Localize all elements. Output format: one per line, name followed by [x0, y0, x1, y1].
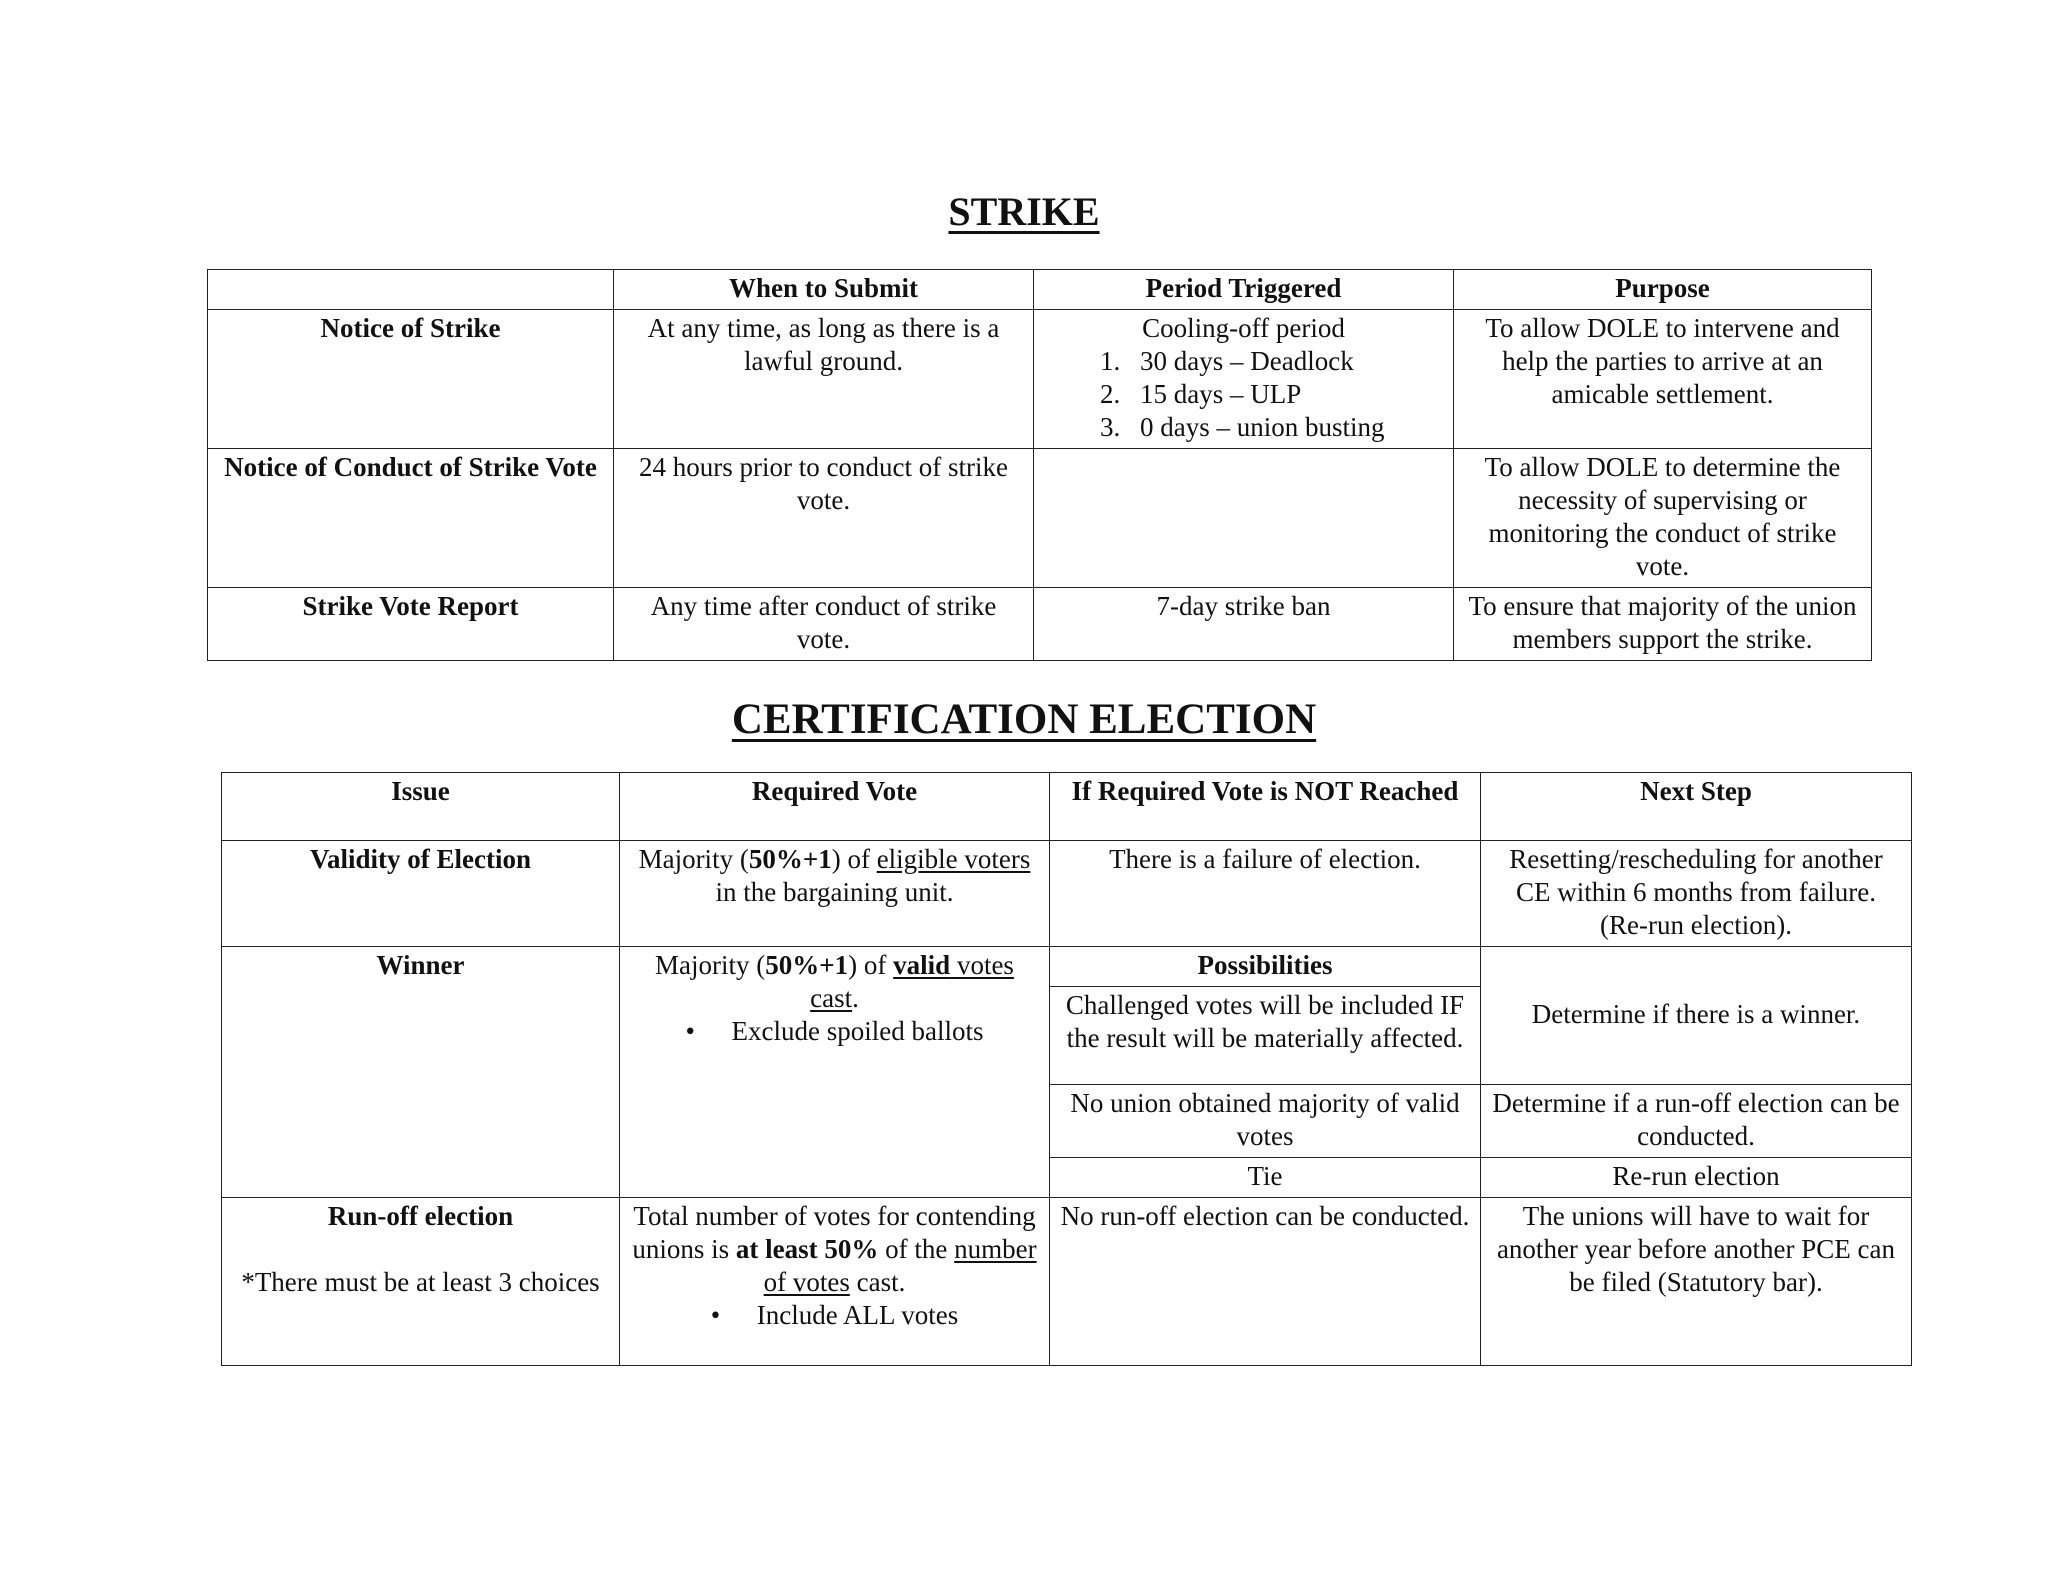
row-label: Winner	[222, 947, 620, 1198]
purpose-cell: To allow DOLE to determine the necessity of supervising or monitoring the conduct of strike vote.	[1454, 449, 1872, 588]
certification-title: CERTIFICATION ELECTION	[731, 696, 1317, 743]
required-cell	[620, 1198, 1050, 1366]
text-run: valid	[893, 950, 951, 980]
list-item	[1100, 411, 1443, 444]
strike-title: STRIKE	[948, 189, 1100, 234]
row-label: Notice of Strike	[208, 310, 614, 449]
text-run: .	[852, 983, 859, 1013]
strike-row-conduct	[208, 449, 1872, 588]
when-cell: Any time after conduct of strike vote.	[614, 588, 1034, 661]
period-cell: 7-day strike ban	[1034, 588, 1454, 661]
period-cell	[1034, 310, 1454, 449]
period-cell	[1034, 449, 1454, 588]
text-run: Majority (	[638, 844, 749, 874]
strike-header-empty	[208, 270, 614, 310]
list-number: 2.	[1100, 379, 1121, 409]
next-cell: Determine if there is a winner.	[1481, 947, 1912, 1085]
ce-header-row	[222, 773, 1912, 841]
list-number: 1.	[1100, 346, 1121, 376]
text-run: number of votes	[763, 1234, 1037, 1297]
ce-header-not-reached: If Required Vote is NOT Reached	[1050, 773, 1481, 841]
when-cell: At any time, as long as there is a lawful ground.	[614, 310, 1034, 449]
text-run: eligible voters	[876, 844, 1031, 874]
condition-cell: Challenged votes will be included IF the result will be materially affected.	[1050, 987, 1481, 1085]
next-cell: Re-run election	[1481, 1158, 1912, 1198]
text-run: in the bargaining unit.	[715, 877, 954, 907]
next-cell: Determine if a run-off election can be conducted.	[1481, 1085, 1912, 1158]
period-intro: Cooling-off period	[1142, 313, 1345, 343]
text-run: Majority (	[655, 950, 766, 980]
row-label: Validity of Election	[222, 841, 620, 947]
possibilities-heading: Possibilities	[1050, 947, 1481, 987]
text-run: ) of	[848, 950, 894, 980]
list-number: 3.	[1100, 412, 1121, 442]
next-cell: Resetting/rescheduling for another CE within 6 months from failure. (Re-run election).	[1481, 841, 1912, 947]
purpose-cell: To allow DOLE to intervene and help the parties to arrive at an amicable settlement.	[1454, 310, 1872, 449]
ce-header-issue: Issue	[222, 773, 620, 841]
required-cell	[620, 841, 1050, 947]
text-run: votes cast	[810, 950, 1014, 1013]
row-note: *There must be at least 3 choices	[241, 1267, 600, 1297]
list-text: Include ALL votes	[756, 1300, 959, 1330]
next-cell: The unions will have to wait for another year before another PCE can be filed (Statutory bar).	[1481, 1198, 1912, 1366]
text-run: of the	[878, 1234, 955, 1264]
text-run: ) of	[831, 844, 877, 874]
strike-header-row	[208, 270, 1872, 310]
when-cell: 24 hours prior to conduct of strike vote.	[614, 449, 1034, 588]
not-reached-cell: No run-off election can be conducted.	[1050, 1198, 1481, 1366]
strike-header-when: When to Submit	[614, 270, 1034, 310]
purpose-cell: To ensure that majority of the union members support the strike.	[1454, 588, 1872, 661]
row-label: Strike Vote Report	[208, 588, 614, 661]
bullet-icon: •	[710, 1300, 721, 1330]
condition-cell: No union obtained majority of valid votes	[1050, 1085, 1481, 1158]
text-run: at least 50%	[735, 1234, 879, 1264]
bullet-list	[630, 1299, 1039, 1332]
bullet-list	[630, 1015, 1039, 1048]
text-run: Total number of votes for contending unions is	[632, 1201, 1036, 1264]
condition-cell: Tie	[1050, 1158, 1481, 1198]
list-item	[1100, 378, 1443, 411]
required-text	[630, 1200, 1039, 1299]
required-text	[630, 949, 1039, 1015]
row-label-cell	[222, 1198, 620, 1366]
strike-row-notice	[208, 310, 1872, 449]
ce-row-validity	[222, 841, 1912, 947]
list-text: 30 days – Deadlock	[1140, 346, 1354, 376]
strike-row-report	[208, 588, 1872, 661]
bullet-icon: •	[685, 1016, 695, 1046]
ce-header-next: Next Step	[1481, 773, 1912, 841]
list-item	[1100, 345, 1443, 378]
ce-row-winner-a	[222, 947, 1912, 987]
list-text: 0 days – union busting	[1140, 412, 1385, 442]
cooling-off-list	[1044, 345, 1443, 444]
strike-table	[207, 269, 1872, 661]
not-reached-cell: There is a failure of election.	[1050, 841, 1481, 947]
strike-header-period: Period Triggered	[1034, 270, 1454, 310]
list-text: Exclude spoiled ballots	[731, 1016, 984, 1046]
row-label: Notice of Conduct of Strike Vote	[208, 449, 614, 588]
ce-header-required: Required Vote	[620, 773, 1050, 841]
text-run: 50%+1	[748, 844, 832, 874]
required-cell	[620, 947, 1050, 1198]
text-run: cast.	[849, 1267, 906, 1297]
certification-table	[221, 772, 1912, 1366]
list-text: 15 days – ULP	[1140, 379, 1302, 409]
strike-header-purpose: Purpose	[1454, 270, 1872, 310]
row-label: Run-off election	[327, 1201, 514, 1231]
list-item	[630, 1299, 1039, 1332]
text-run: 50%+1	[765, 950, 849, 980]
list-item	[630, 1015, 1039, 1048]
ce-row-runoff	[222, 1198, 1912, 1366]
